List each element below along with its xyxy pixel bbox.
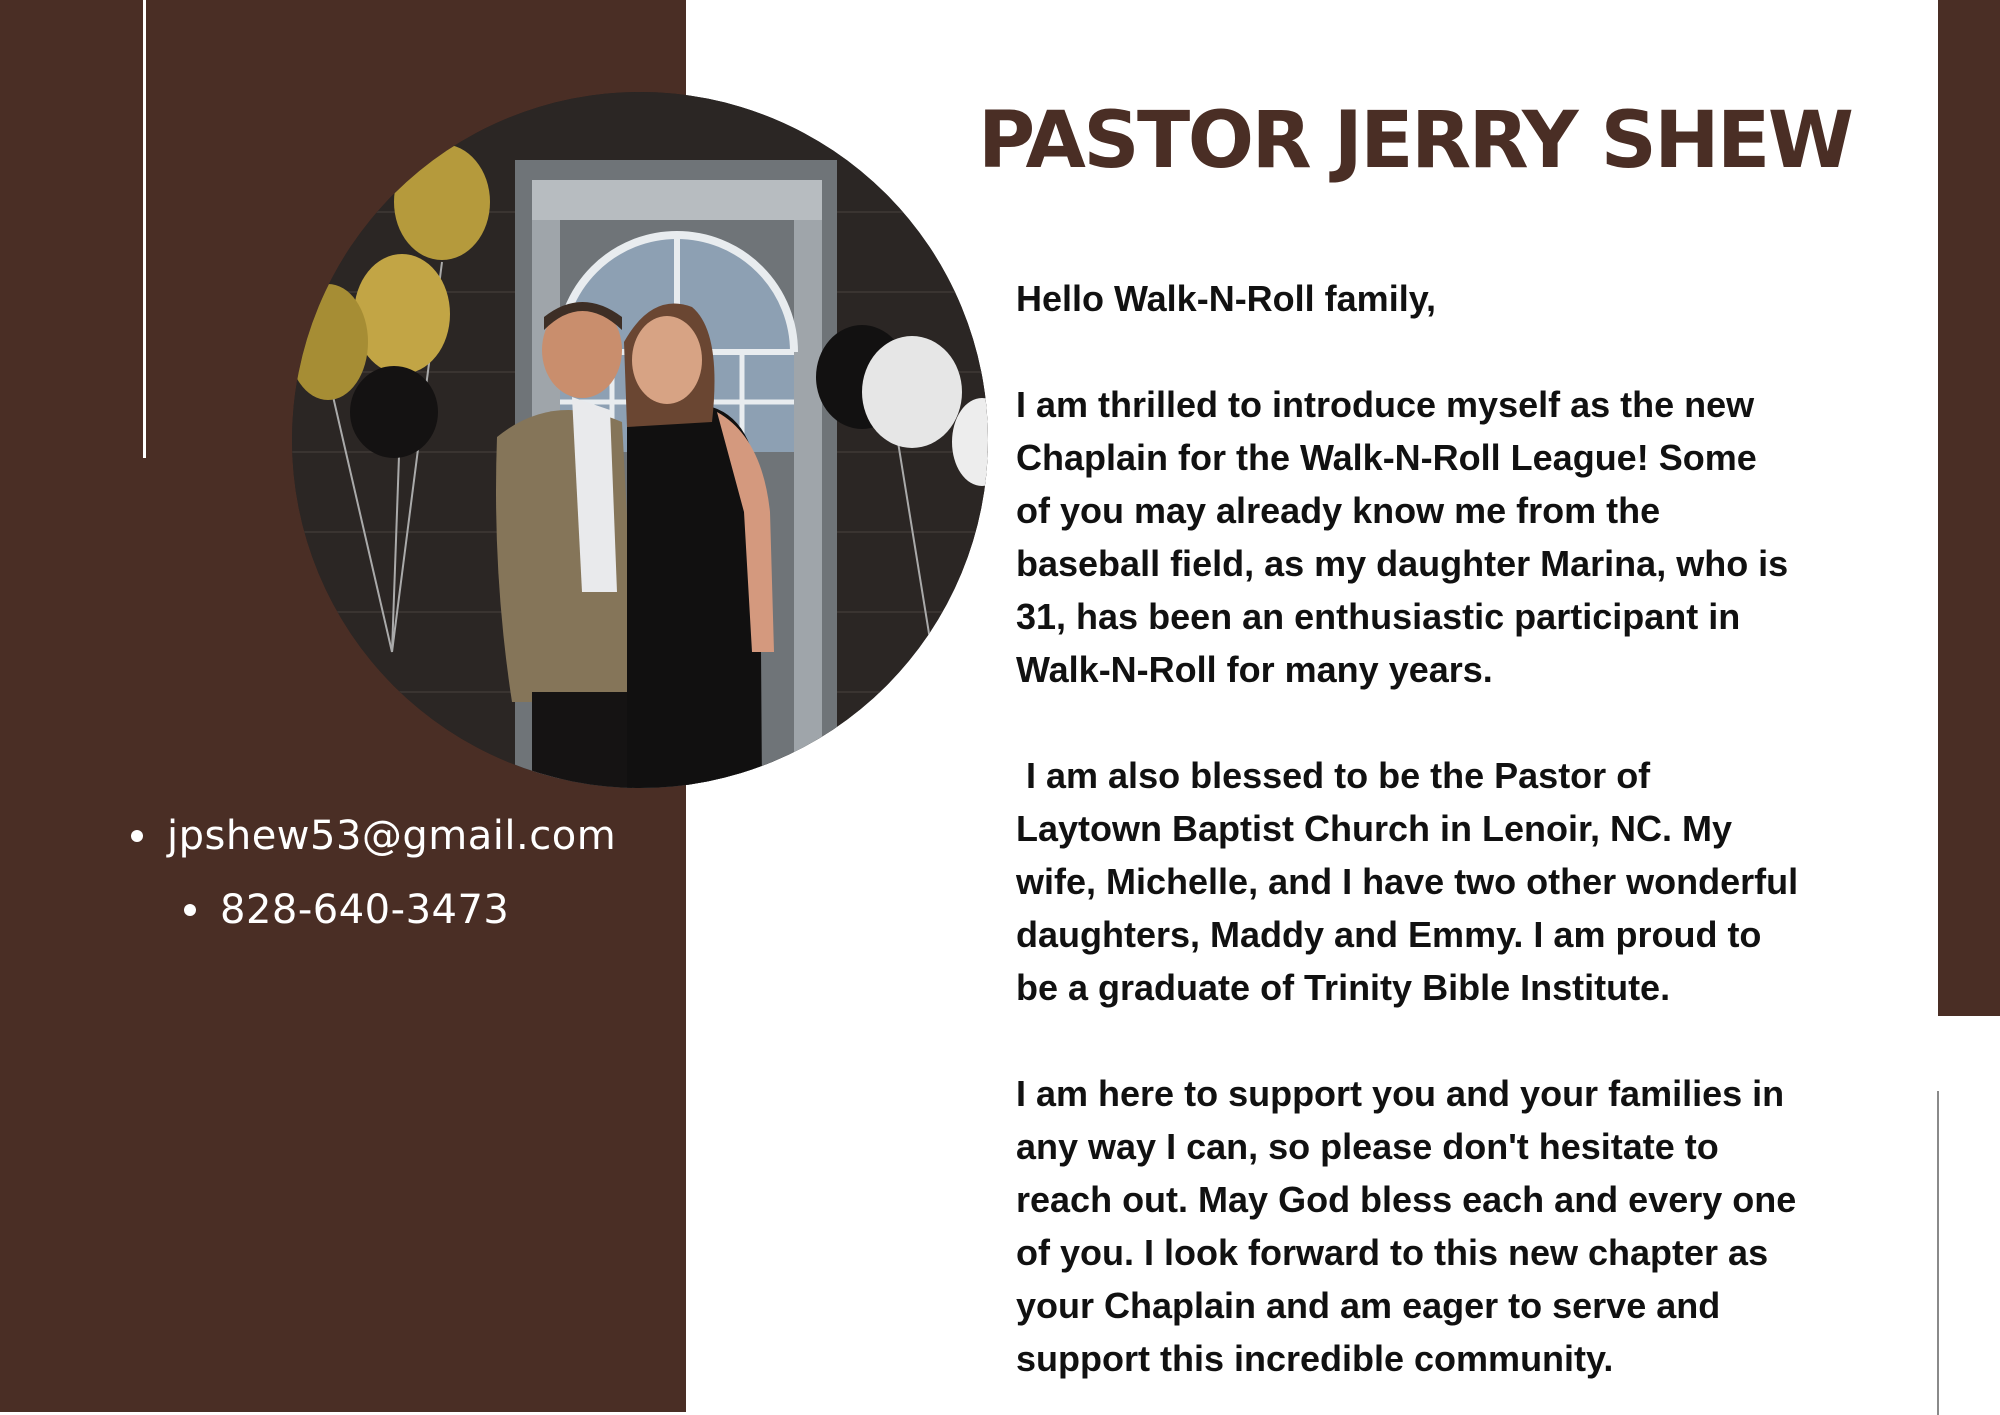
right-brown-band [1938,0,2000,1016]
letter-line: of you. I look forward to this new chapter as [1016,1232,1769,1273]
left-divider-line [143,0,146,458]
letter-line: I am here to support you and your families in [1016,1073,1785,1114]
letter-paragraph-2 [1016,749,1886,1014]
letter-line: Laytown Baptist Church in Lenoir, NC. My [1016,808,1733,849]
right-divider-line [1937,1091,1939,1415]
contact-email[interactable]: jpshew53@gmail.com [0,808,616,864]
letter-paragraph-3 [1016,1067,1886,1385]
letter-line: be a graduate of Trinity Bible Institute. [1016,967,1671,1008]
letter-line: daughters, Maddy and Emmy. I am proud to [1016,914,1762,955]
letter-line: wife, Michelle, and I have two other wonderful [1016,861,1799,902]
letter-line: I am thrilled to introduce myself as the new [1016,384,1755,425]
letter-line: reach out. May God bless each and every one [1016,1179,1797,1220]
portrait-photo [292,92,988,788]
letter-greeting: Hello Walk-N-Roll family, [1016,278,1437,319]
letter-line: Walk-N-Roll for many years. [1016,649,1493,690]
contact-phone[interactable]: 828-640-3473 [0,882,616,938]
letter-line: any way I can, so please don't hesitate to [1016,1126,1719,1167]
letter-line: I am also blessed to be the Pastor of [1016,755,1651,796]
letter-line: 31, has been an enthusiastic participant in [1016,596,1741,637]
letter-paragraph-1 [1016,378,1886,696]
letter-body [1016,272,1886,1385]
letter-line: baseball field, as my daughter Marina, who is [1016,543,1789,584]
letter-line: your Chaplain and am eager to serve and [1016,1285,1721,1326]
letter-line: support this incredible community. [1016,1338,1614,1379]
letter-line: Chaplain for the Walk-N-Roll League! Some [1016,437,1757,478]
letter-line: of you may already know me from the [1016,490,1661,531]
contact-list [0,808,616,938]
page-title: PASTOR JERRY SHEW [978,96,1852,186]
